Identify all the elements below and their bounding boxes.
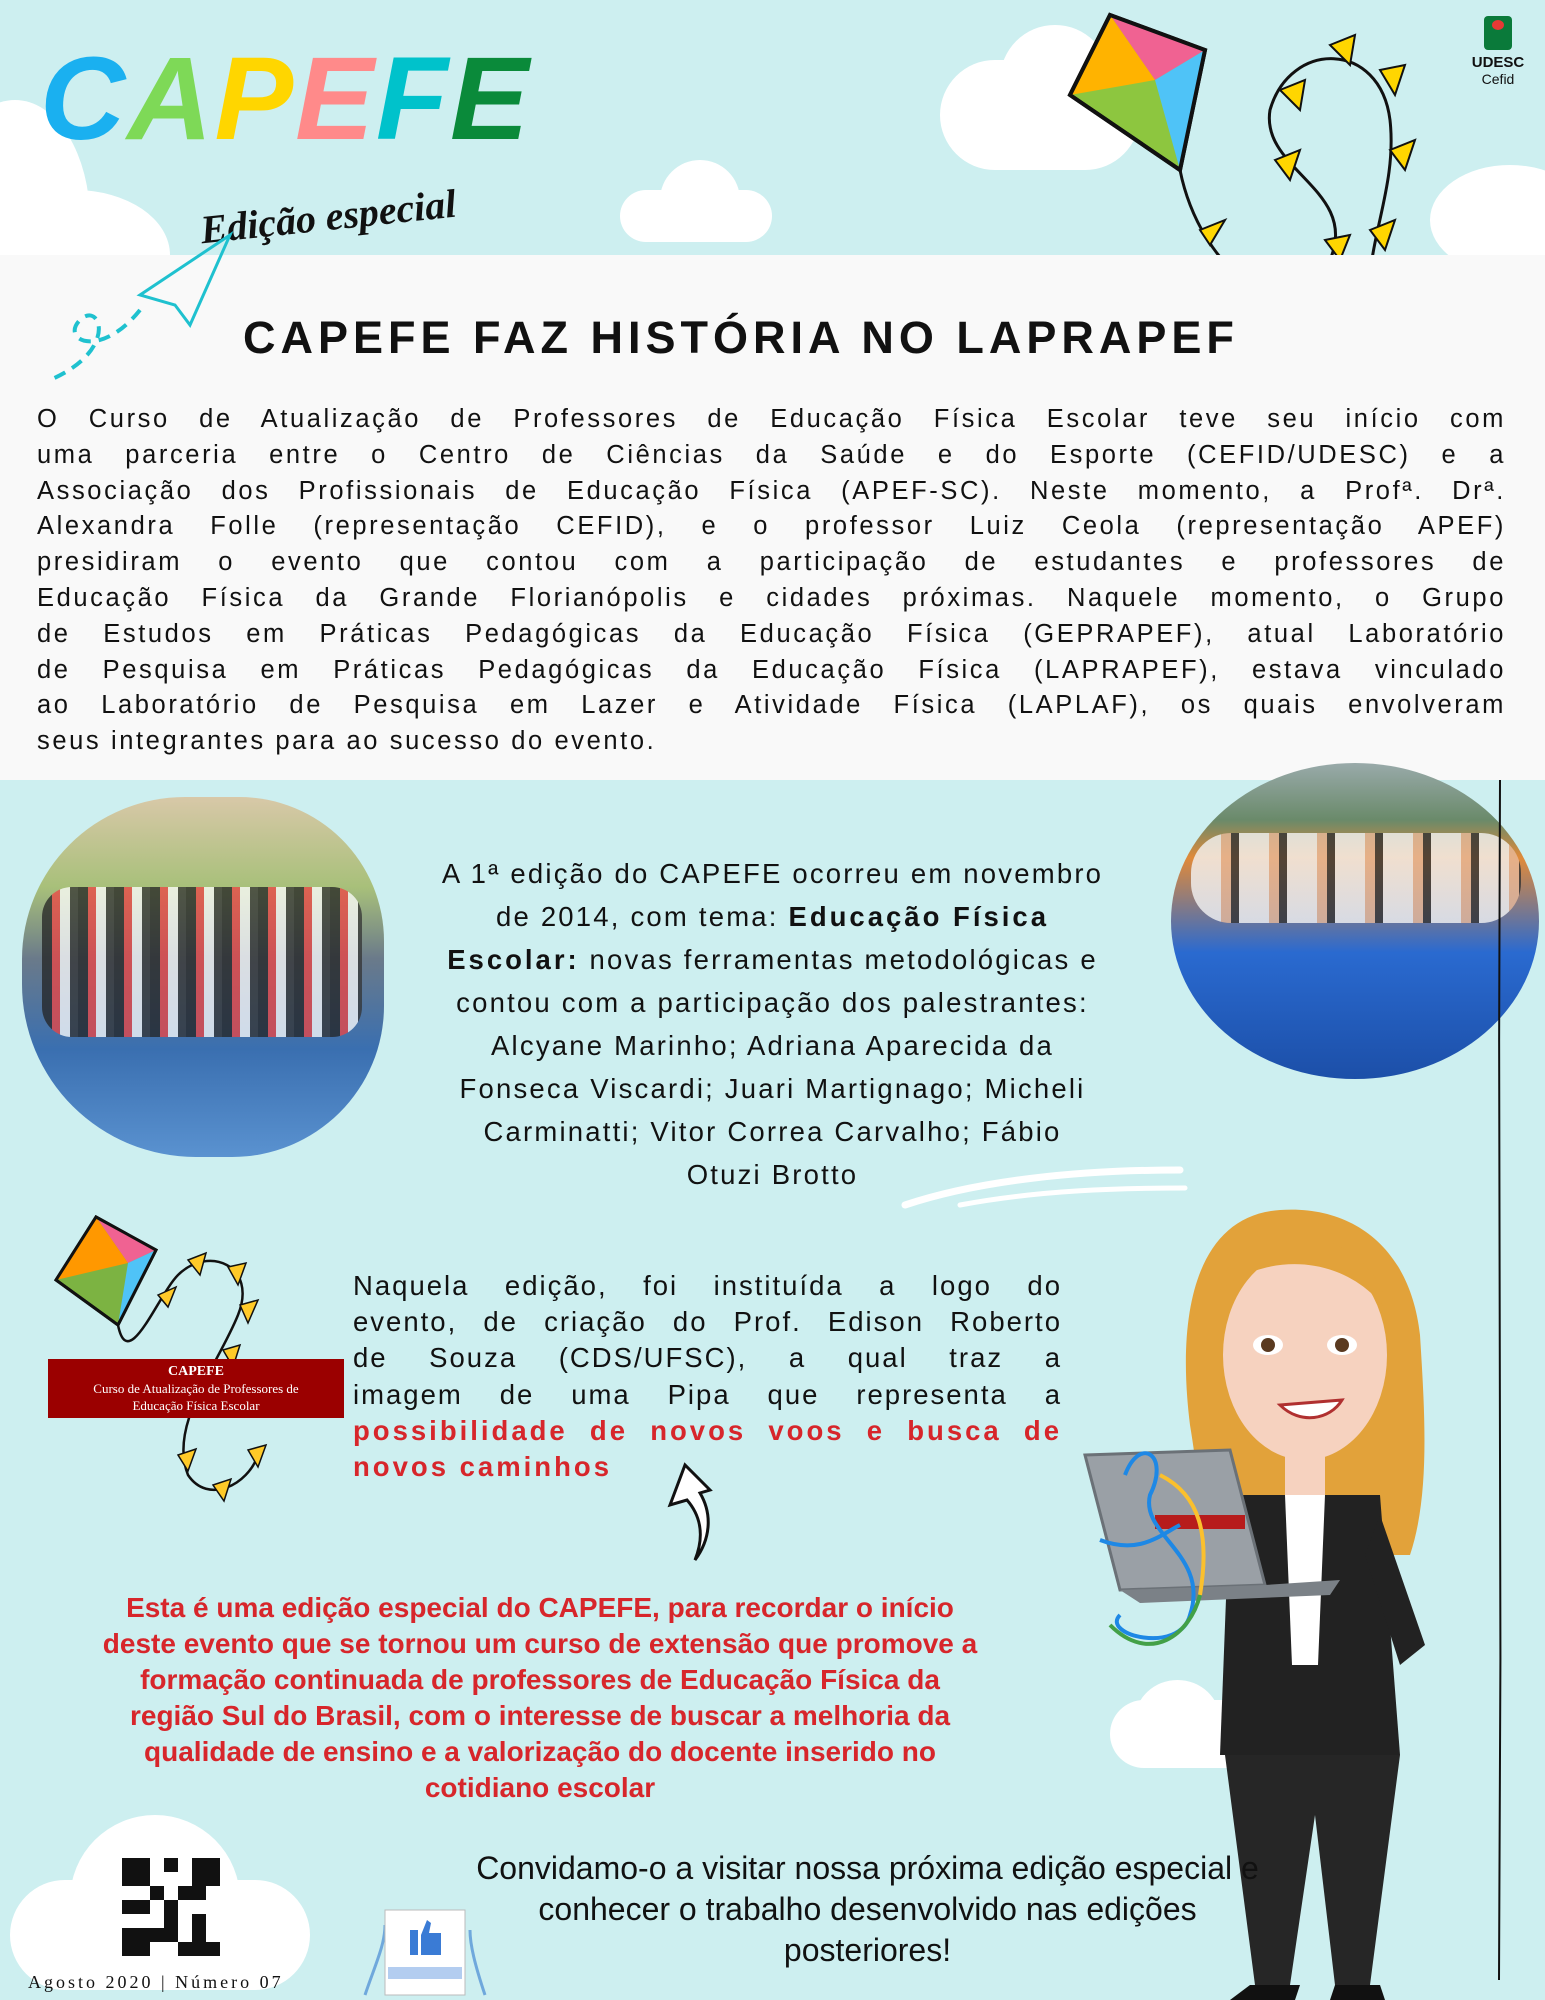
logo-description: Naquela edição, foi instituída a logo do evento, de criação do Prof. Edison Roberto de Souza (CDS/UFSC), a qual traz a imagem de uma Pipa que representa a possibilidade de novos voos e busca de novos caminhos	[353, 1270, 1062, 1483]
text-line: ao Laboratório de Pesquisa em Lazer e Atividade Física (LAPLAF), os quais envolveram	[37, 691, 1506, 720]
intro-paragraph	[37, 402, 1506, 760]
text-line: Alexandra Folle (representação CEFID), e o professor Luiz Ceola (representação APEF)	[37, 512, 1506, 541]
invitation-text: Convidamo-o a visitar nossa próxima edição especial e conhecer o trabalho desenvolvido nas edições posteriores!	[476, 1850, 1259, 1968]
text-line: uma parceria entre o Centro de Ciências da Saúde e do Esporte (CEFID/UDESC) e a	[37, 440, 1506, 469]
capefe-event-logo-banner: CAPEFE Curso de Atualização de Professores de Educação Física Escolar	[48, 1359, 344, 1418]
capefe-logo: CAPEFE	[40, 33, 531, 165]
udesc-logo: UDESC Cefid	[1462, 16, 1534, 87]
issue-date: Agosto 2020 | Número 07	[28, 1972, 284, 1992]
paper-plane-icon	[40, 230, 240, 390]
text-line: Associação dos Profissionais de Educação Física (APEF-SC). Neste momento, a Profª. Drª.	[37, 476, 1506, 505]
text-line: presidiram o evento que contou com a participação de estudantes e professores de	[37, 548, 1506, 577]
event-photo-group-circle	[22, 797, 384, 1157]
text-line: de Pesquisa em Práticas Pedagógicas da Educação Física (LAPRAPEF), estava vinculado	[37, 655, 1506, 684]
qr-code[interactable]	[122, 1858, 220, 1956]
cloud	[660, 160, 740, 240]
text-line: Educação Física da Grande Florianópolis e cidades próximas. Naquele momento, o Grupo	[37, 583, 1506, 612]
special-edition-statement: Esta é uma edição especial do CAPEFE, para recordar o início deste evento que se tornou um curso de extensão que promove a formação continuada de professores de Educação Física da região Sul do Brasil, com o interesse de buscar a melhoria da qualidade de ensino e a valorização do docente inserido no cotidiano escolar	[102, 1592, 978, 1803]
article-title: CAPEFE FAZ HISTÓRIA NO LAPRAPEF	[243, 312, 1239, 363]
text-line: seus integrantes para ao sucesso do evento.	[37, 727, 657, 756]
curved-arrow-icon	[665, 1460, 735, 1565]
event-photo-seated-group	[1171, 763, 1539, 1079]
text-line: de Estudos em Práticas Pedagógicas da Educação Física (GEPRAPEF), atual Laboratório	[37, 619, 1506, 648]
first-edition-text: A 1ª edição do CAPEFE ocorreu em novembro de 2014, com tema: Educação Física Escolar: novas ferramentas metodológicas e contou com a participação dos palestrantes: Alcyane Marinho; Adriana Aparecida da Fonseca Viscardi; Juari Martignago; Micheli Carminatti; Vitor Correa Carvalho; Fábio Otuzi Brotto	[441, 858, 1104, 1190]
logo-subtitle: Edição especial	[198, 180, 459, 253]
text-line: O Curso de Atualização de Professores de Educação Física Escolar teve seu início com	[37, 405, 1506, 433]
